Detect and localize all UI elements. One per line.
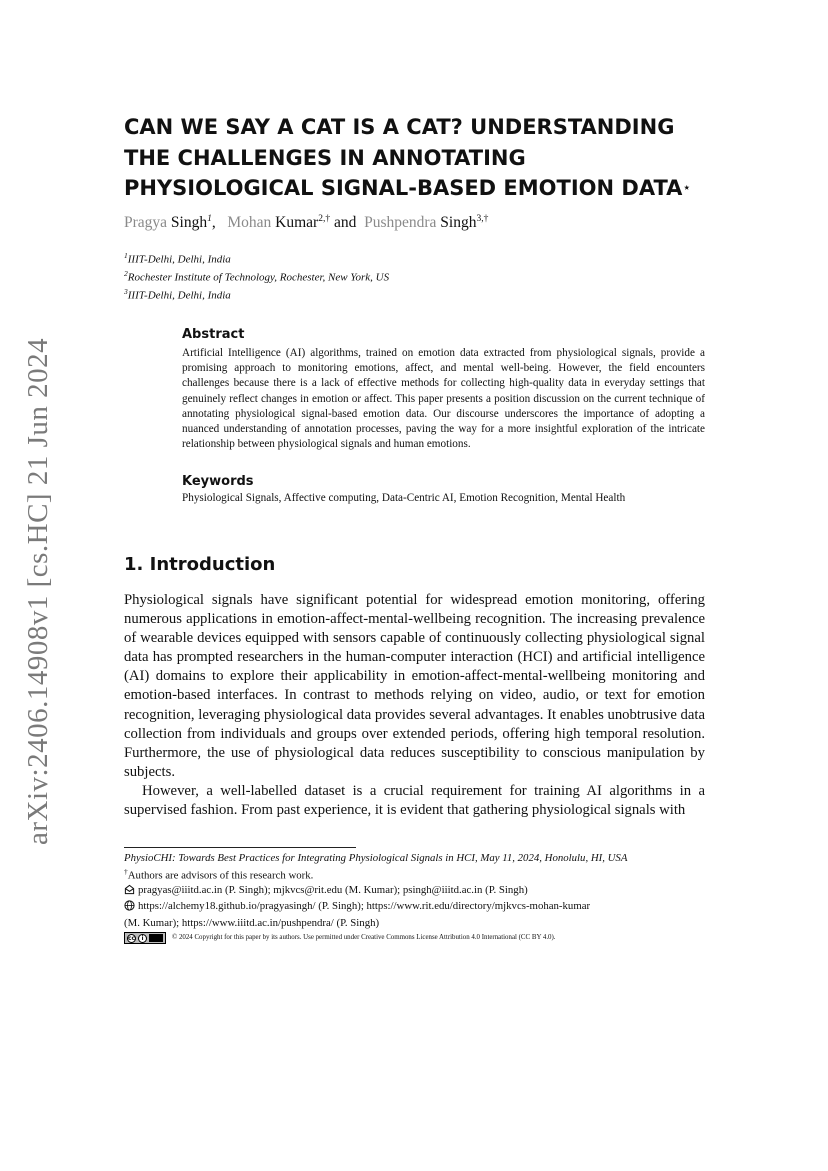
email-line bbox=[124, 883, 705, 899]
author-list: Pragya Singh$^1$, Mohan Kumar$^{2,\dagger}$ and Pushpendra Singh$^{3,\dagger}$ bbox=[124, 214, 489, 232]
copyright-text: © 2024 Copyright for this paper by its authors. Use permitted under Creative Commons License Attribution 4.0 International (CC BY 4.0). bbox=[172, 934, 556, 942]
paragraph: However, a well-labelled dataset is a crucial requirement for training AI algorithms in a supervised fashion. From past experience, it is evident that gathering physiological signals with bbox=[124, 782, 705, 819]
author[interactable]: Mohan Kumar$^{2,\dagger}$ bbox=[227, 214, 331, 232]
title-line: CAN WE SAY A CAT IS A CAT? UNDERSTANDING bbox=[124, 115, 675, 139]
title-footnote-mark: ⋆ bbox=[682, 180, 692, 196]
venue-note: PhysioCHI: Towards Best Practices for Integrating Physiological Signals in HCI, May 11, 2024, Honolulu, HI, USA bbox=[124, 852, 628, 864]
license-line bbox=[124, 931, 705, 945]
affiliation: $^2$Rochester Institute of Technology, Rochester, New York, US bbox=[124, 269, 390, 284]
affiliation: $^1$IIIT-Delhi, Delhi, India bbox=[124, 251, 231, 266]
author[interactable]: Pragya Singh$^1$ bbox=[124, 214, 212, 232]
affiliation: $^3$IIIT-Delhi, Delhi, India bbox=[124, 287, 231, 302]
title-line: THE CHALLENGES IN ANNOTATING bbox=[124, 145, 526, 170]
introduction-body bbox=[124, 591, 705, 820]
abstract-heading: Abstract bbox=[182, 327, 245, 342]
cc-by-license-icon: cc i bbox=[124, 932, 166, 944]
keywords-heading: Keywords bbox=[182, 474, 254, 489]
keywords-text: Physiological Signals, Affective computing, Data-Centric AI, Emotion Recognition, Mental Health bbox=[182, 492, 626, 504]
globe-icon bbox=[124, 900, 135, 915]
footnotes bbox=[124, 851, 705, 945]
advisor-note: †Authors are advisors of this research work. bbox=[124, 867, 314, 882]
arxiv-identifier: arXiv:2406.14908v1 [cs.HC] 21 Jun 2024 bbox=[22, 337, 54, 845]
paragraph: Physiological signals have significant potential for widespread emotion monitoring, offering numerous applications in emotion-affect-mental-wellbeing recognition. The increasing prevalence of wearable devices equipped with sensors capable of continuously collecting physiological signal data has prompted researchers in the human-computer interaction (HCI) and artificial intelligence (AI) domains to explore their applicability in emotion-affect-mental-wellbeing monitoring and emotion-based interfaces. In contrast to methods relying on video, audio, or text for emotion recognition, leveraging physiological data provides several advantages. It enables unobtrusive data collection from individuals and groups over extended periods, offering high temporal resolution. Furthermore, the use of physiological data reduces susceptibility to conscious manipulation by subjects. bbox=[124, 592, 705, 780]
author[interactable]: Pushpendra Singh$^{3,\dagger}$ bbox=[364, 214, 489, 232]
abstract-text: Artificial Intelligence (AI) algorithms, trained on emotion data extracted from physiological signals, provide a promising approach to monitoring emotions, affect, and mental well-being. However, the field encounters challenges because there is a lack of effective methods for collecting high-quality data in everyday settings that genuinely reflect changes in emotion or affect. This paper presents a position discussion on the current technique of annotating physiological signal-based emotion data. Our discourse underscores the importance of adopting a nuanced understanding of annotation processes, paving the way for a more insightful exploration of the intricate relationship between physiological signals and human emotions. bbox=[182, 347, 705, 451]
url-line bbox=[124, 899, 705, 915]
email-addresses[interactable]: pragyas@iiitd.ac.in (P. Singh); mjkvcs@rit.edu (M. Kumar); psingh@iiitd.ac.in (P. Singh) bbox=[138, 884, 528, 897]
title-line: PHYSIOLOGICAL SIGNAL-BASED EMOTION DATA⋆ bbox=[124, 176, 692, 200]
section-heading-introduction: 1. Introduction bbox=[124, 554, 276, 575]
homepage-links[interactable]: https://alchemy18.github.io/pragyasingh/ (P. Singh); https://www.rit.edu/directory/mjkvcs-mohan-kumar bbox=[138, 900, 591, 913]
url-line-continued[interactable]: (M. Kumar); https://www.iiitd.ac.in/pushpendra/ (P. Singh) bbox=[124, 916, 380, 929]
paper-title bbox=[124, 112, 724, 204]
footnote-divider bbox=[124, 847, 356, 848]
envelope-icon bbox=[124, 884, 135, 899]
